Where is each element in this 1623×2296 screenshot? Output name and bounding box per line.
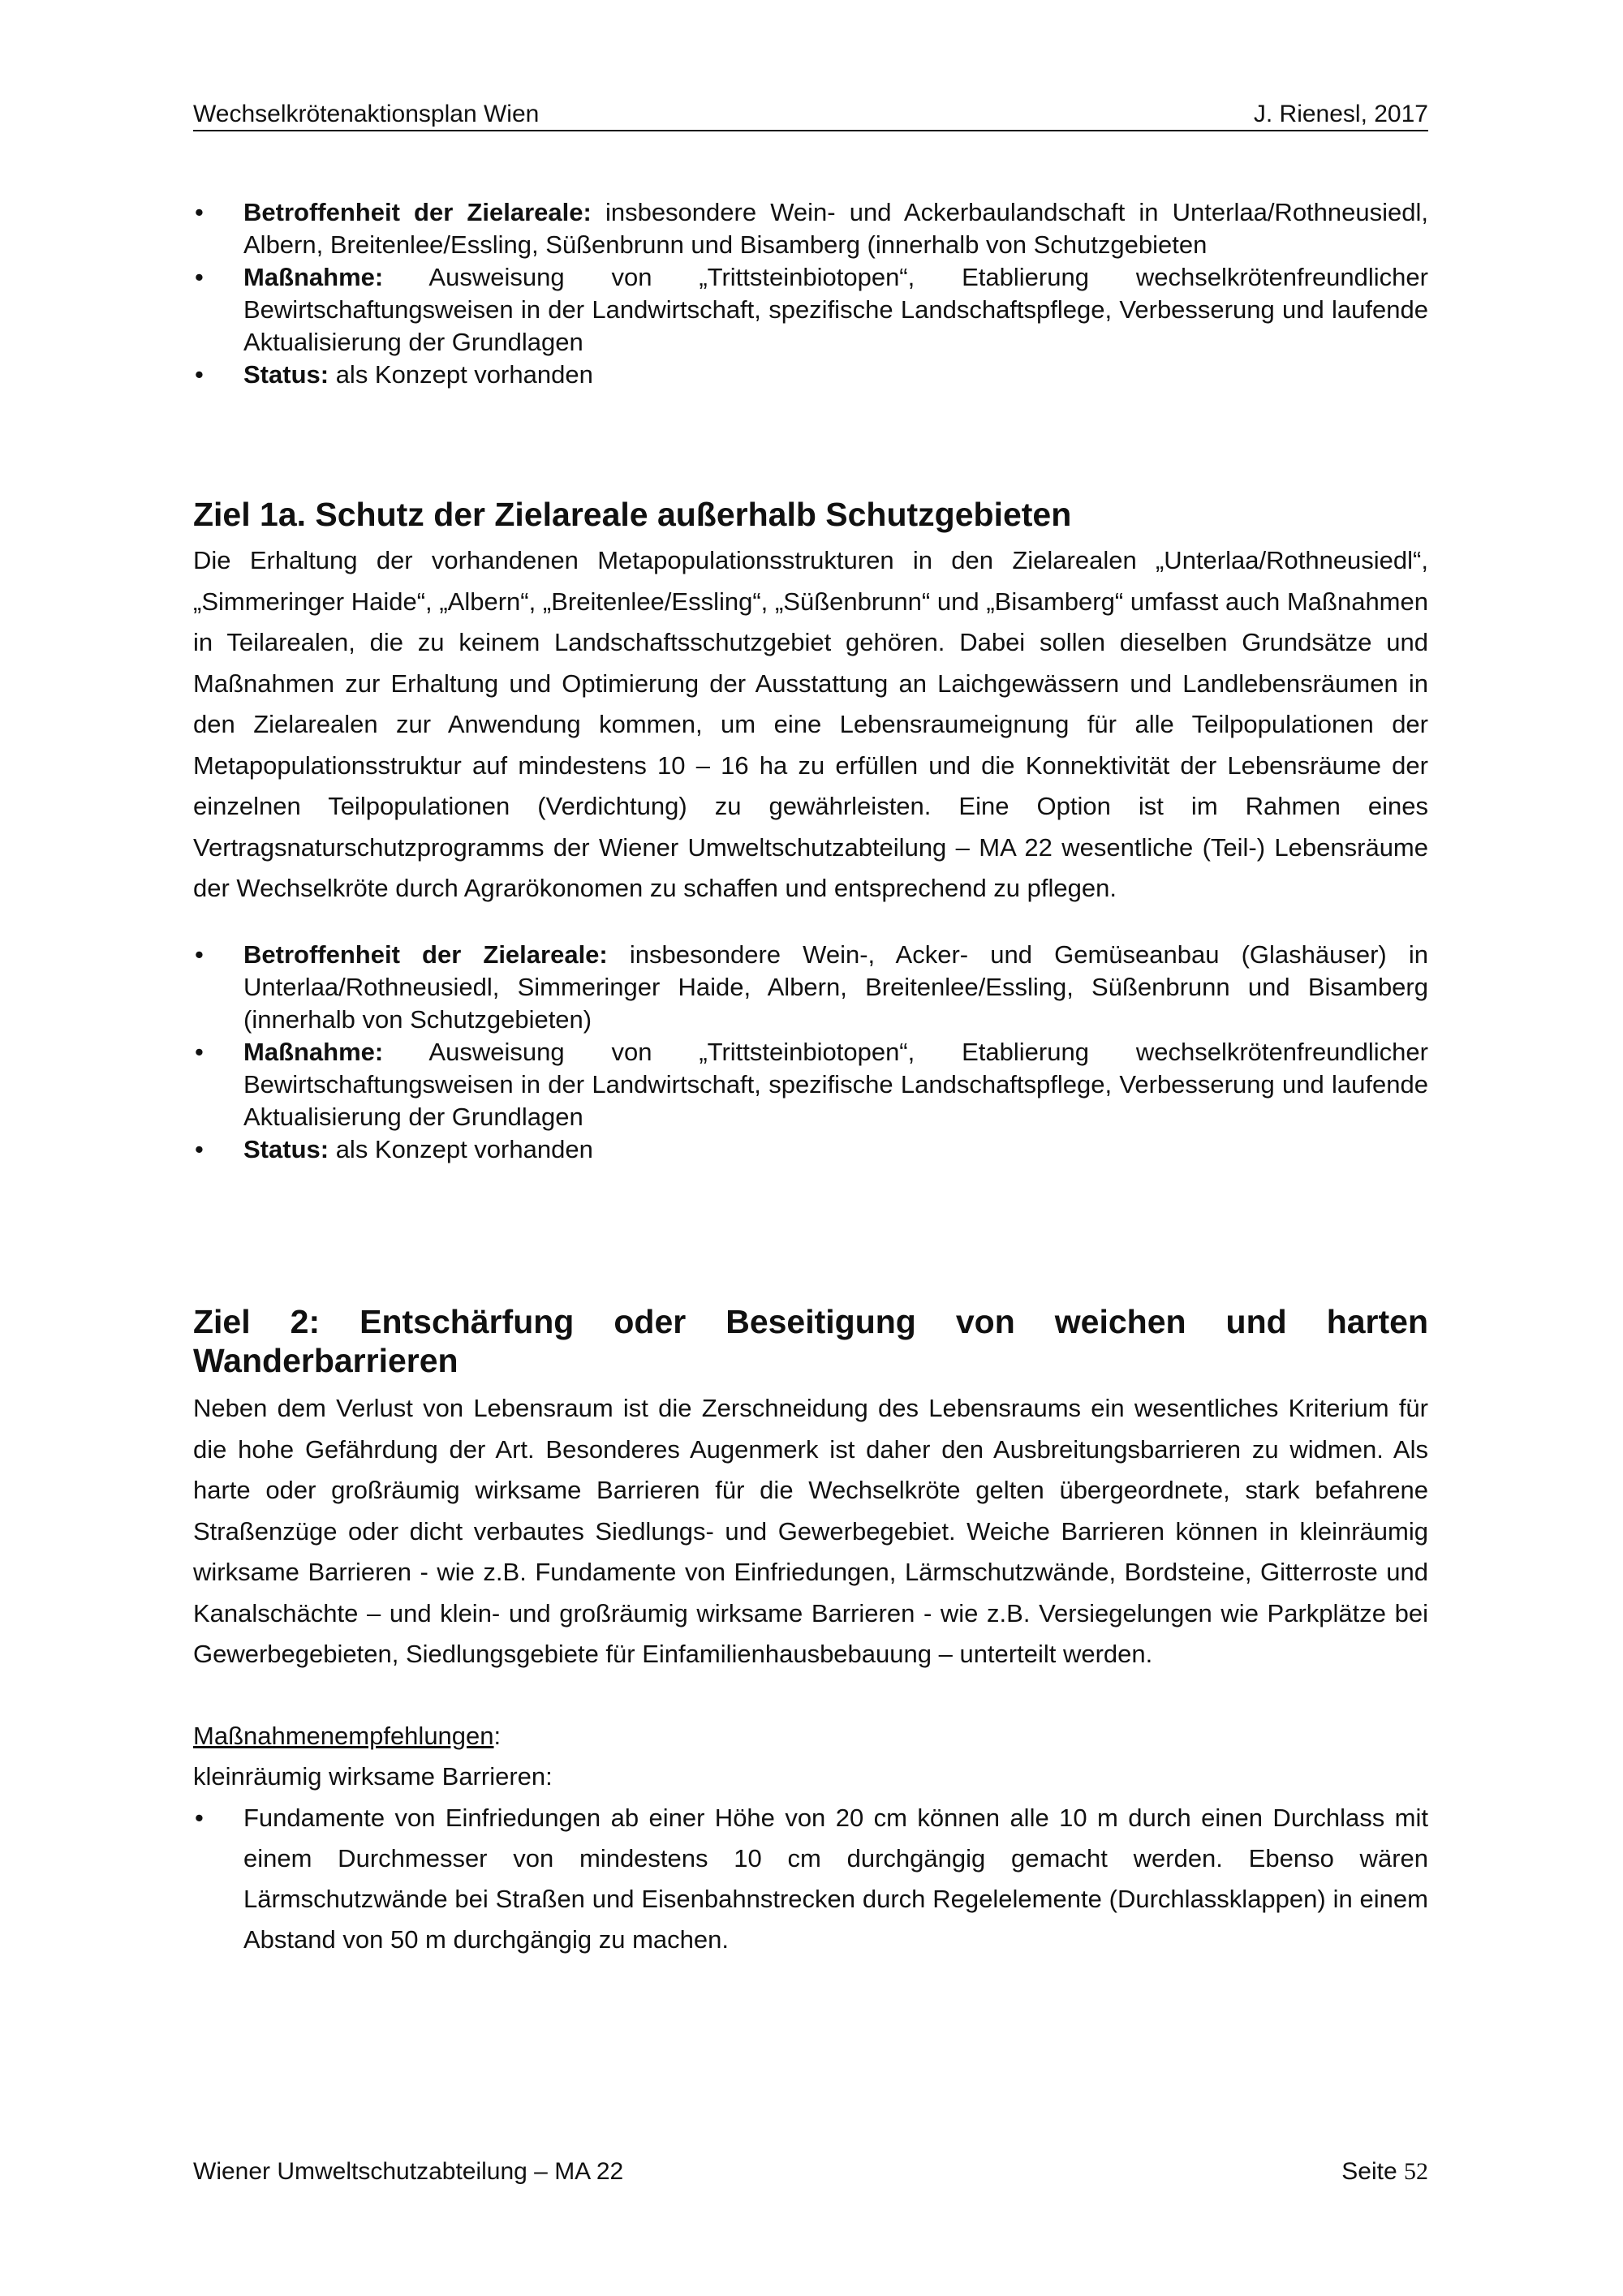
bullet-label: Status: [243, 1134, 329, 1163]
header-author: J. Rienesl, 2017 [1253, 101, 1428, 127]
footer-organization: Wiener Umweltschutzabteilung – MA 22 [193, 2158, 624, 2185]
bullet-text: insbesondere Wein-, Acker- und Gemüseanbau (Glashäuser) in Unterlaa/Rothneusiedl, Simmeringer Haide, Albern, Breitenlee/Essling, Süßenbrunn und Bisamberg (innerhalb von Schutzgebieten) [243, 939, 1429, 1034]
bullet-list-1 [193, 196, 1428, 391]
bullet-label: Betroffenheit der Zielareale: [243, 939, 608, 969]
bullet-text: Ausweisung von „Trittsteinbiotopen“, Etablierung wechselkrötenfreundlicher Bewirtschaftungsweisen in der Landwirtschaft, spezifische Landschaftspflege, Verbesserung und laufende Aktualisierung der Grundlagen [243, 1037, 1428, 1131]
list-item [193, 1133, 1428, 1166]
list-item [193, 359, 1428, 391]
section-heading: Ziel 2: Entschärfung oder Beseitigung von weichen und harten Wanderbarrieren [193, 1303, 1428, 1379]
header-title: Wechselkrötenaktionsplan Wien [193, 101, 540, 127]
bullet-text: Ausweisung von „Trittsteinbiotopen“, Etablierung wechselkrötenfreundlicher Bewirtschaftungsweisen in der Landwirtschaft, spezifische Landschaftspflege, Verbesserung und laufende Aktualisierung der Grundlagen [243, 263, 1428, 356]
section-heading: Ziel 1a. Schutz der Zielareale außerhalb Schutzgebieten [193, 496, 1072, 533]
recommendations-label: Maßnahmenempfehlungen [193, 1721, 494, 1750]
bullet-label: Maßnahme: [243, 1037, 384, 1066]
page-number-label [1341, 2158, 1428, 2186]
bullet-text: als Konzept vorhanden [329, 360, 593, 389]
page-number: 52 [1404, 2158, 1428, 2185]
recommendations-heading [193, 1716, 1428, 1757]
page-footer [193, 2158, 1428, 2186]
bullet-label: Status: [243, 360, 329, 389]
section-2 [193, 1302, 1428, 1960]
list-item [193, 1036, 1428, 1133]
bullet-text: insbesondere Wein- und Ackerbaulandschaft in Unterlaa/Rothneusiedl, Albern, Breitenlee/Essling, Süßenbrunn und Bisamberg (innerhalb von Schutzgebieten [243, 198, 1429, 259]
bullet-list-3 [193, 1798, 1428, 1960]
page-label: Seite [1341, 2158, 1404, 2185]
section-paragraph: Die Erhaltung der vorhandenen Metapopulationsstrukturen in den Zielarealen „Unterlaa/Rothneusiedl“, „Simmeringer Haide“, „Albern“, „Breitenlee/Essling“, „Süßenbrunn“ und „Bisamberg“ umfasst auch Maßnahmen in Teilarealen, die zu keinem Landschaftsschutzgebiet gehören. Dabei sollen dieselben Grundsätze und Maßnahmen zur Erhaltung und Optimierung der Ausstattung an Laichgewässern und Landlebensräumen in den Zielarealen zur Anwendung kommen, um eine Lebensraumeignung für alle Teilpopulationen der Metapopulationsstruktur auf mindestens 10 – 16 ha zu erfüllen und die Konnektivität der Lebensräume der einzelnen Teilpopulationen (Verdichtung) zu gewährleisten. Eine Option ist im Rahmen eines Vertragsnaturschutzprogramms der Wiener Umweltschutzabteilung – MA 22 wesentliche (Teil-) Lebensräume der Wechselkröte durch Agrarökonomen zu schaffen und entsprechend zu pflegen. [193, 546, 1428, 902]
bullet-text: als Konzept vorhanden [329, 1134, 593, 1163]
recommendations-colon: : [493, 1721, 502, 1750]
bullet-label: Maßnahme: [243, 263, 384, 291]
section-1a [193, 495, 1428, 1166]
bullet-label: Betroffenheit der Zielareale: [243, 198, 592, 226]
page-header [193, 96, 1428, 131]
list-item [193, 939, 1428, 1036]
list-item [193, 196, 1428, 261]
section-paragraph: Neben dem Verlust von Lebensraum ist die Zerschneidung des Lebensraums ein wesentliches Kriterium für die hohe Gefährdung der Art. Besonderes Augenmerk ist daher den Ausbreitungsbarrieren zu widmen. Als harte oder großräumig wirksame Barrieren für die Wechselkröte gelten übergeordnete, stark befahrene Straßenzüge oder dicht verbautes Siedlungs- und Gewerbegebiet. Weiche Barrieren können in kleinräumig wirksame Barrieren - wie z.B. Fundamente von Einfriedungen, Lärmschutzwände, Bordsteine, Gitterroste und Kanalschächte – und klein- und großräumig wirksame Barrieren - wie z.B. Versiegelungen wie Parkplätze bei Gewerbegebieten, Siedlungsgebiete für Einfamilienhausbebauung – unterteilt werden. [193, 1394, 1428, 1668]
list-item [193, 261, 1428, 359]
list-item: • Fundamente von Einfriedungen ab einer Höhe von 20 cm können alle 10 m durch einen Durchlass mit einem Durchmesser von mindestens 10 cm durchgängig gemacht werden. Ebenso wären Lärmschutzwände bei Straßen und Eisenbahnstrecken durch Regelelemente (Durchlassklappen) in einem Abstand von 50 m durchgängig zu machen. [193, 1798, 1428, 1960]
bullet-list-2 [193, 939, 1428, 1166]
subheading: kleinräumig wirksame Barrieren: [193, 1762, 553, 1791]
